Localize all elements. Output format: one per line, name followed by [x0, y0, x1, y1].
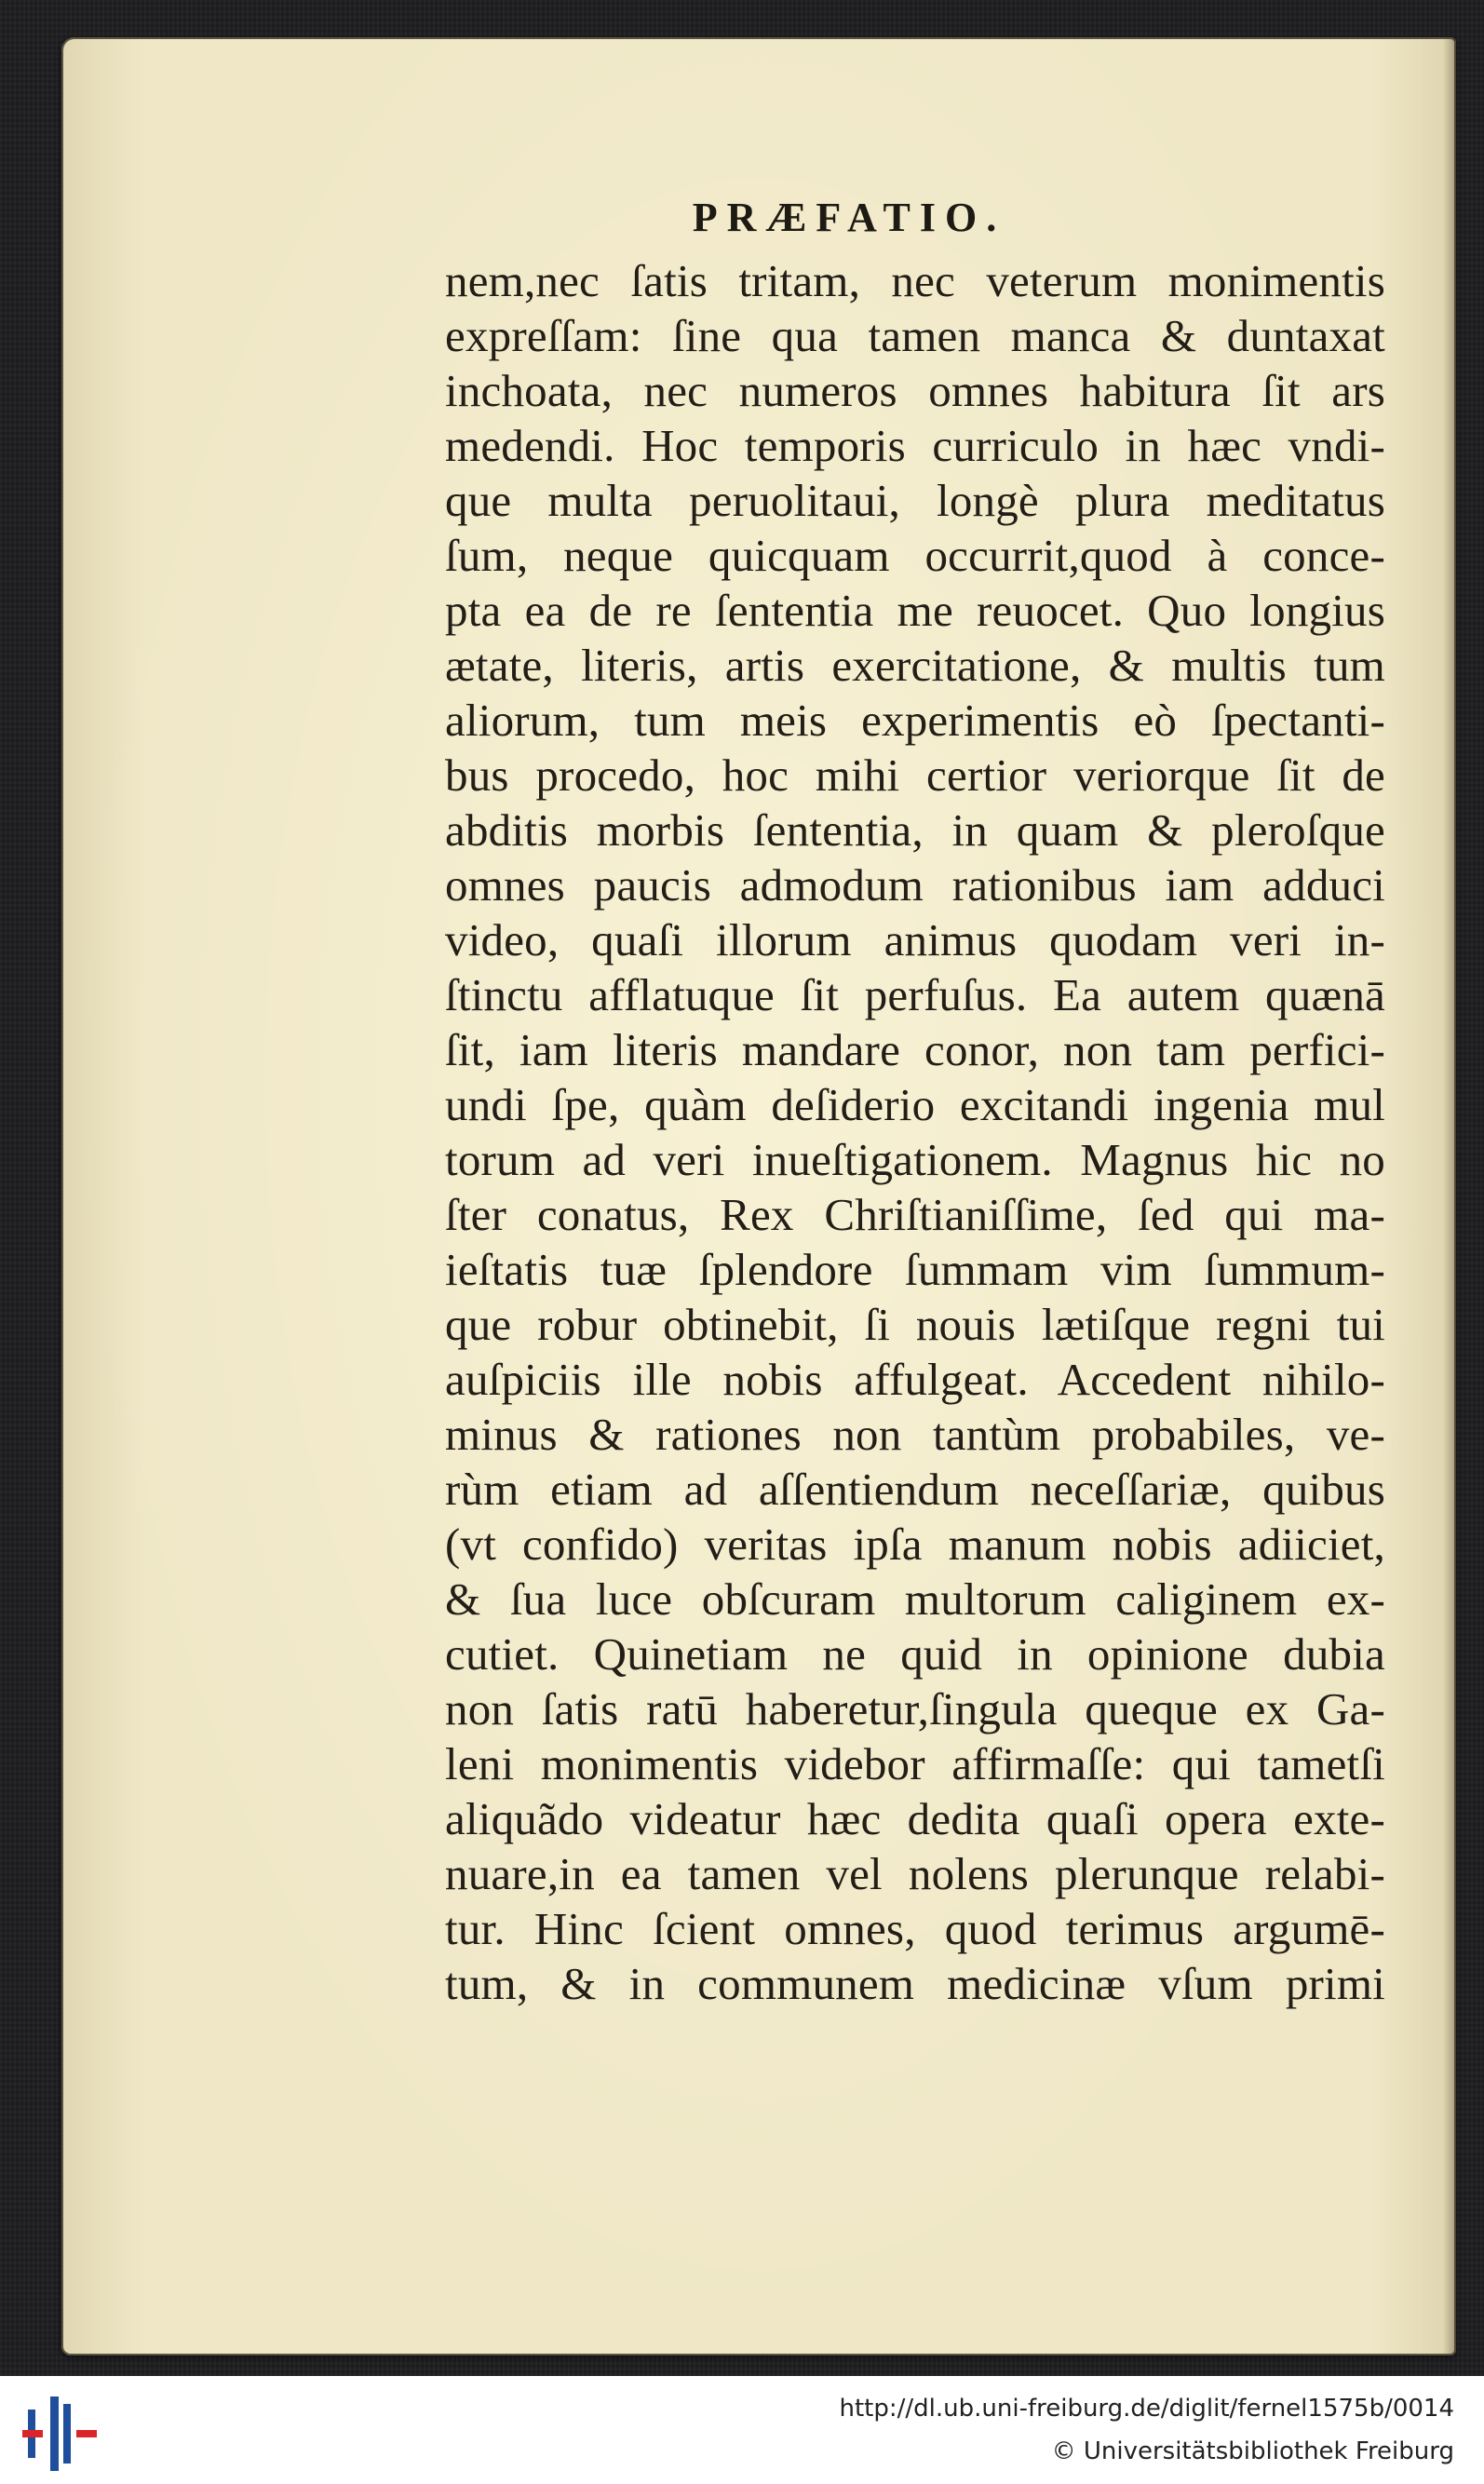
text-line: aliquãdo videatur hæc dedita quaſi opera exte- [445, 1793, 1385, 1844]
text-line: ſtinctu afflatuque ſit perfuſus. Ea autem quænā [445, 969, 1385, 1020]
text-line: nem,nec ſatis tritam, nec veterum monimentis [445, 255, 1385, 306]
text-line: ſum, neque quicquam occurrit,quod à conce- [445, 530, 1385, 581]
text-line: ſter conatus, Rex Chriſtianiſſime, ſed qui ma- [445, 1189, 1385, 1240]
text-line: bus procedo, hoc mihi certior veriorque ſit de [445, 749, 1385, 801]
copyright-notice: © Universitätsbibliothek Freiburg [1051, 2437, 1454, 2465]
logo-bar-red-right [76, 2430, 97, 2437]
text-line: ætate, literis, artis exercitatione, & multis tum [445, 640, 1385, 691]
logo-bar-blue-tall [50, 2396, 59, 2471]
text-line: inchoata, nec numeros omnes habitura ſit ars [445, 365, 1385, 416]
text-line: torum ad veri inueſtigationem. Magnus hic no [445, 1134, 1385, 1185]
text-line: non ſatis ratū haberetur,ſingula queque ex Ga- [445, 1683, 1385, 1735]
permalink[interactable]: http://dl.ub.uni-freiburg.de/diglit/fernel1575b/0014 [839, 2395, 1454, 2423]
text-line: minus & rationes non tantùm probabiles, ve- [445, 1409, 1385, 1460]
text-line: expreſſam: ſine qua tamen manca & duntaxat [445, 310, 1385, 361]
text-line: video, quaſi illorum animus quodam veri in- [445, 914, 1385, 965]
text-line: cutiet. Quinetiam ne quid in opinione dubia [445, 1628, 1385, 1680]
running-head: PRÆFATIO. [692, 195, 1006, 240]
logo-bar-red-left [22, 2430, 43, 2437]
text-line: & ſua luce obſcuram multorum caliginem ex- [445, 1573, 1385, 1625]
text-line: ſit, iam literis mandare conor, non tam perfici- [445, 1024, 1385, 1075]
text-line: que multa peruolitaui, longè plura meditatus [445, 475, 1385, 526]
text-line: auſpiciis ille nobis affulgeat. Accedent nihilo- [445, 1354, 1385, 1405]
logo-bar-blue-mid [63, 2404, 71, 2464]
university-library-logo-icon [22, 2396, 97, 2471]
text-line: medendi. Hoc temporis curriculo in hæc vndi- [445, 420, 1385, 471]
text-line: tum, & in communem medicinæ vſum primi [445, 1958, 1385, 2009]
text-line: ieſtatis tuæ ſplendore ſummam vim ſummum- [445, 1244, 1385, 1295]
text-line: abditis morbis ſententia, in quam & pleroſque [445, 804, 1385, 856]
text-line: nuare,in ea tamen vel nolens plerunque relabi- [445, 1848, 1385, 1899]
text-line: que robur obtinebit, ſi nouis lætiſque regni tui [445, 1299, 1385, 1350]
text-line: pta ea de re ſententia me reuocet. Quo longius [445, 585, 1385, 636]
text-line: leni monimentis videbor affirmaſſe: qui tametſi [445, 1738, 1385, 1789]
body-text [445, 253, 1385, 2011]
text-line: aliorum, tum meis experimentis eò ſpectanti- [445, 695, 1385, 746]
text-line: omnes paucis admodum rationibus iam adduci [445, 859, 1385, 911]
text-line: undi ſpe, quàm deſiderio excitandi ingenia mul [445, 1079, 1385, 1130]
text-line: (vt confido) veritas ipſa manum nobis adiiciet, [445, 1519, 1385, 1570]
footer-bar [0, 2376, 1484, 2484]
page-edge-shadow [1443, 37, 1456, 2356]
text-line: tur. Hinc ſcient omnes, quod terimus argumē- [445, 1903, 1385, 1954]
text-line: rùm etiam ad aſſentiendum neceſſariæ, quibus [445, 1464, 1385, 1515]
